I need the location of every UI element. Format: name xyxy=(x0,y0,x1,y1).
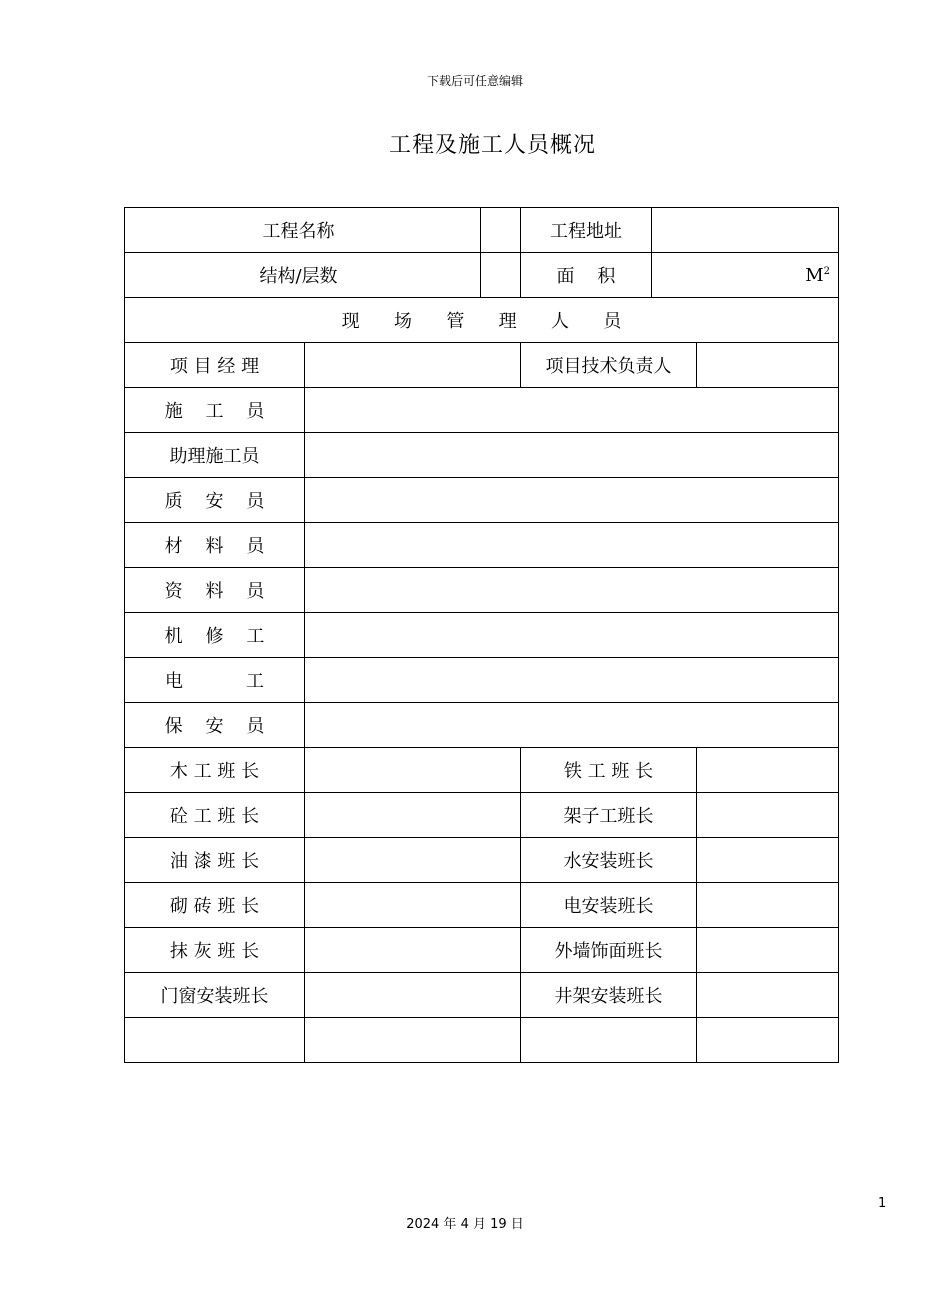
team-leader-label: 外墙饰面班长 xyxy=(521,928,697,973)
table-row xyxy=(125,928,839,973)
footer-date: 2024 年 4 月 19 日 xyxy=(406,1217,524,1232)
area-cell[interactable] xyxy=(652,253,839,298)
table-row xyxy=(125,298,839,343)
table-row xyxy=(125,478,839,523)
tech-lead-label: 项目技术负责人 xyxy=(521,343,697,388)
team-leader-label: 井架安装班长 xyxy=(521,973,697,1018)
table-row xyxy=(125,703,839,748)
team-leader-label: 铁 工 班 长 xyxy=(521,748,697,793)
table-row xyxy=(125,973,839,1018)
tech-lead-cell[interactable] xyxy=(697,343,839,388)
role-label: 电 工 xyxy=(125,658,305,703)
role-label: 材 料 员 xyxy=(125,523,305,568)
team-leader-label: 木 工 班 长 xyxy=(125,748,305,793)
table-row xyxy=(125,748,839,793)
role-label: 助理施工员 xyxy=(125,433,305,478)
role-label: 机 修 工 xyxy=(125,613,305,658)
project-address-label: 工程地址 xyxy=(521,208,652,253)
area-label: 面 积 xyxy=(521,253,652,298)
header-note: 下载后可任意编辑 xyxy=(426,74,523,88)
personnel-table xyxy=(124,207,839,1063)
area-unit: M xyxy=(805,264,824,286)
role-label: 资 料 员 xyxy=(125,568,305,613)
role-cell[interactable] xyxy=(305,568,839,613)
table-row xyxy=(125,838,839,883)
team-leader-cell[interactable] xyxy=(305,883,521,928)
structure-floors-label: 结构/层数 xyxy=(125,253,481,298)
role-cell[interactable] xyxy=(305,388,839,433)
table-row xyxy=(125,523,839,568)
team-leader-label: 油 漆 班 长 xyxy=(125,838,305,883)
table-row xyxy=(125,793,839,838)
page-title: 工程及施工人员概况 xyxy=(388,133,596,158)
team-leader-cell[interactable] xyxy=(697,883,839,928)
team-leader-cell[interactable] xyxy=(305,793,521,838)
table-row xyxy=(125,658,839,703)
role-label: 施 工 员 xyxy=(125,388,305,433)
team-leader-cell[interactable] xyxy=(305,838,521,883)
table-row xyxy=(125,613,839,658)
team-leader-cell[interactable] xyxy=(697,973,839,1018)
role-cell[interactable] xyxy=(305,523,839,568)
team-leader-cell[interactable] xyxy=(305,973,521,1018)
table-row xyxy=(125,433,839,478)
empty-label-cell[interactable] xyxy=(521,1018,697,1063)
table-row xyxy=(125,568,839,613)
management-heading: 现 场 管 理 人 员 xyxy=(125,298,839,343)
role-cell[interactable] xyxy=(305,703,839,748)
project-name-label: 工程名称 xyxy=(125,208,481,253)
role-cell[interactable] xyxy=(305,433,839,478)
table-row xyxy=(125,883,839,928)
table-row xyxy=(125,343,839,388)
team-leader-label: 砼 工 班 长 xyxy=(125,793,305,838)
structure-floors-cell[interactable] xyxy=(481,253,521,298)
area-unit-exponent: 2 xyxy=(823,265,830,277)
team-leader-cell[interactable] xyxy=(697,748,839,793)
empty-label-cell[interactable] xyxy=(125,1018,305,1063)
team-leader-label: 架子工班长 xyxy=(521,793,697,838)
team-leader-cell[interactable] xyxy=(305,748,521,793)
page-number: 1 xyxy=(878,1196,887,1211)
team-leader-label: 门窗安装班长 xyxy=(125,973,305,1018)
table-row xyxy=(125,208,839,253)
table-row xyxy=(125,253,839,298)
role-cell[interactable] xyxy=(305,613,839,658)
project-name-cell[interactable] xyxy=(481,208,521,253)
team-leader-cell[interactable] xyxy=(305,928,521,973)
team-leader-label: 水安装班长 xyxy=(521,838,697,883)
team-leader-cell[interactable] xyxy=(697,838,839,883)
team-leader-cell[interactable] xyxy=(697,793,839,838)
team-leader-label: 砌 砖 班 长 xyxy=(125,883,305,928)
team-leader-cell[interactable] xyxy=(697,928,839,973)
role-label: 质 安 员 xyxy=(125,478,305,523)
project-address-cell[interactable] xyxy=(652,208,839,253)
team-leader-label: 抹 灰 班 长 xyxy=(125,928,305,973)
empty-cell[interactable] xyxy=(697,1018,839,1063)
role-cell[interactable] xyxy=(305,658,839,703)
project-manager-cell[interactable] xyxy=(305,343,521,388)
table-row xyxy=(125,388,839,433)
empty-cell[interactable] xyxy=(305,1018,521,1063)
role-cell[interactable] xyxy=(305,478,839,523)
role-label: 保 安 员 xyxy=(125,703,305,748)
project-manager-label: 项 目 经 理 xyxy=(125,343,305,388)
table-row xyxy=(125,1018,839,1063)
team-leader-label: 电安装班长 xyxy=(521,883,697,928)
